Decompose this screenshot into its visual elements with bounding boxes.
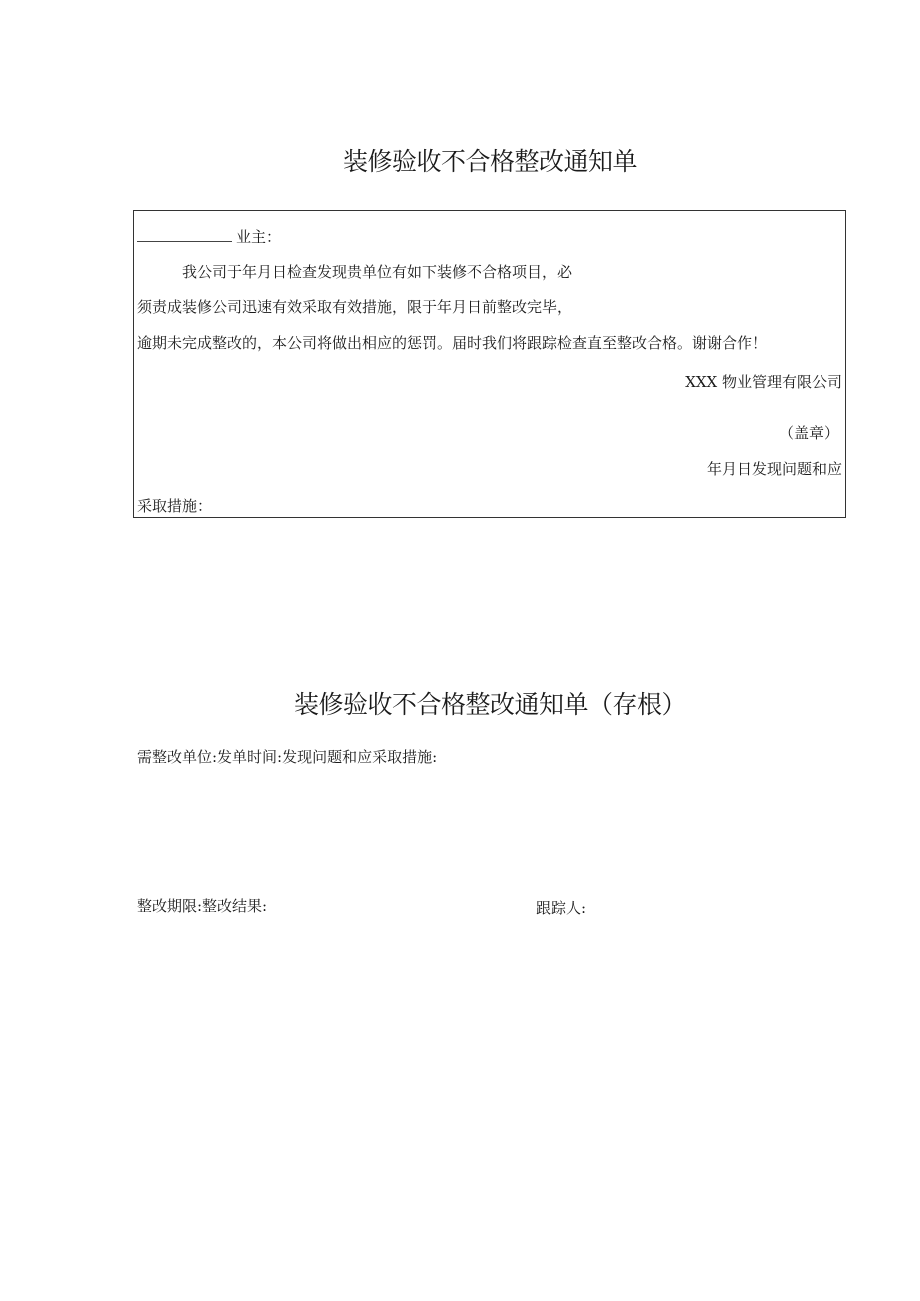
stub-title: 装修验收不合格整改通知单（存根） xyxy=(293,690,686,719)
notice-body-line-3: 逾期未完成整改的，本公司将做出相应的惩罚。届时我们将跟踪检查直至整改合格。谢谢合作！ xyxy=(137,334,768,352)
notice-box xyxy=(133,210,846,518)
notice-title: 装修验收不合格整改通知单 xyxy=(342,147,637,176)
stub-tracker: 跟踪人: xyxy=(536,899,587,917)
notice-body-line-2: 须责成装修公司迅速有效采取有效措施，限于年月日前整改完毕， xyxy=(137,298,573,316)
seal-text: （盖章） xyxy=(778,424,839,442)
owner-name-blank[interactable] xyxy=(137,226,232,242)
company-name: XXX 物业管理有限公司 xyxy=(685,373,842,391)
stub-deadline-result: 整改期限:整改结果: xyxy=(137,897,268,915)
owner-line xyxy=(137,226,281,247)
owner-label: 业主： xyxy=(236,228,282,246)
measures-label: 采取措施： xyxy=(137,497,213,515)
stub-info-line: 需整改单位:发单时间:发现问题和应采取措施: xyxy=(137,748,438,766)
date-line: 年月日发现问题和应 xyxy=(706,460,842,478)
notice-body-line-1: 我公司于年月日检查发现贵单位有如下装修不合格项目，必 xyxy=(182,263,573,281)
